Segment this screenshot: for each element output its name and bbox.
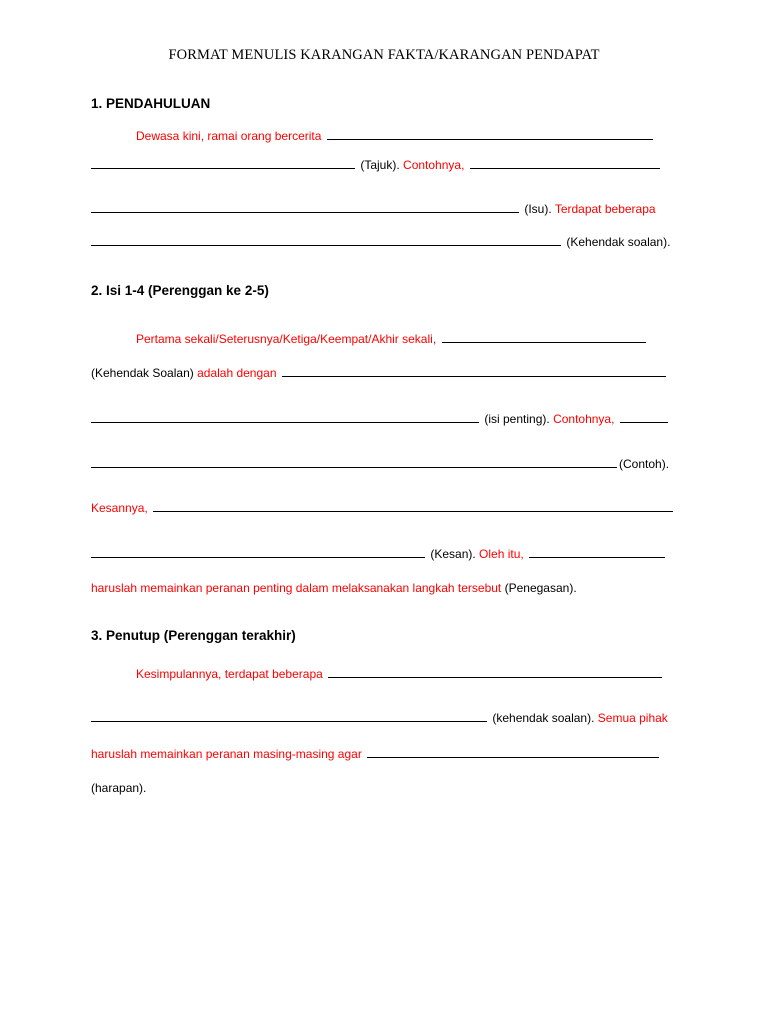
document-title: FORMAT MENULIS KARANGAN FAKTA/KARANGAN PENDAPAT bbox=[168, 47, 600, 63]
label-text: (harapan). bbox=[91, 781, 147, 795]
label-text: (isi penting). bbox=[484, 412, 550, 426]
prompt-text: Pertama sekali/Seterusnya/Ketiga/Keempat/Akhir sekali, bbox=[136, 332, 437, 346]
fill-blank[interactable] bbox=[470, 158, 660, 169]
closing-line-1 bbox=[136, 667, 664, 681]
prompt-text: Semua pihak bbox=[597, 711, 668, 725]
body-line-7 bbox=[91, 581, 577, 595]
body-line-5 bbox=[91, 501, 675, 515]
fill-blank[interactable] bbox=[529, 547, 665, 558]
fill-blank[interactable] bbox=[91, 412, 479, 423]
fill-blank[interactable] bbox=[91, 202, 519, 213]
prompt-text: haruslah memainkan peranan penting dalam melaksanakan langkah tersebut bbox=[91, 581, 502, 595]
label-text: (Kesan). bbox=[430, 547, 476, 561]
label-text: (Isu). bbox=[524, 202, 552, 216]
closing-line-2 bbox=[91, 711, 668, 725]
prompt-text: Terdapat beberapa bbox=[554, 202, 656, 216]
section-heading-pendahuluan: 1. PENDAHULUAN bbox=[91, 96, 211, 111]
fill-blank[interactable] bbox=[153, 501, 673, 512]
fill-blank[interactable] bbox=[442, 332, 646, 343]
prompt-text: Contohnya, bbox=[403, 158, 465, 172]
prompt-text: adalah dengan bbox=[197, 366, 277, 380]
label-text: (Tajuk). bbox=[360, 158, 400, 172]
label-text: (Kehendak Soalan) bbox=[91, 366, 194, 380]
closing-line-4 bbox=[91, 781, 146, 795]
body-line-1 bbox=[136, 332, 648, 346]
fill-blank[interactable] bbox=[367, 747, 659, 758]
fill-blank[interactable] bbox=[328, 667, 662, 678]
prompt-text: Oleh itu, bbox=[479, 547, 524, 561]
body-line-6 bbox=[91, 547, 667, 561]
fill-blank[interactable] bbox=[282, 366, 666, 377]
fill-blank[interactable] bbox=[91, 235, 561, 246]
fill-blank[interactable] bbox=[620, 412, 668, 423]
intro-line-3 bbox=[91, 202, 656, 216]
fill-blank[interactable] bbox=[91, 158, 355, 169]
label-text: (Kehendak soalan). bbox=[566, 235, 671, 249]
fill-blank[interactable] bbox=[91, 547, 425, 558]
prompt-text: Contohnya, bbox=[553, 412, 615, 426]
fill-blank[interactable] bbox=[91, 711, 487, 722]
closing-line-3 bbox=[91, 747, 661, 761]
fill-blank[interactable] bbox=[327, 129, 653, 140]
intro-line-4 bbox=[91, 235, 670, 249]
prompt-text: Kesannya, bbox=[91, 501, 148, 515]
label-text: (Penegasan). bbox=[504, 581, 577, 595]
body-line-2 bbox=[91, 366, 668, 380]
fill-blank[interactable] bbox=[91, 457, 617, 468]
prompt-text: haruslah memainkan peranan masing-masing agar bbox=[91, 747, 362, 761]
section-heading-penutup: 3. Penutup (Perenggan terakhir) bbox=[91, 628, 296, 643]
section-heading-isi: 2. Isi 1-4 (Perenggan ke 2-5) bbox=[91, 283, 269, 298]
prompt-text: Dewasa kini, ramai orang bercerita bbox=[136, 129, 322, 143]
label-text: (kehendak soalan). bbox=[492, 711, 595, 725]
intro-line-1 bbox=[136, 129, 655, 143]
label-text: (Contoh). bbox=[619, 457, 670, 471]
prompt-text: Kesimpulannya, terdapat beberapa bbox=[136, 667, 323, 681]
body-line-3 bbox=[91, 412, 670, 426]
body-line-4 bbox=[91, 457, 669, 471]
intro-line-2 bbox=[91, 158, 662, 172]
